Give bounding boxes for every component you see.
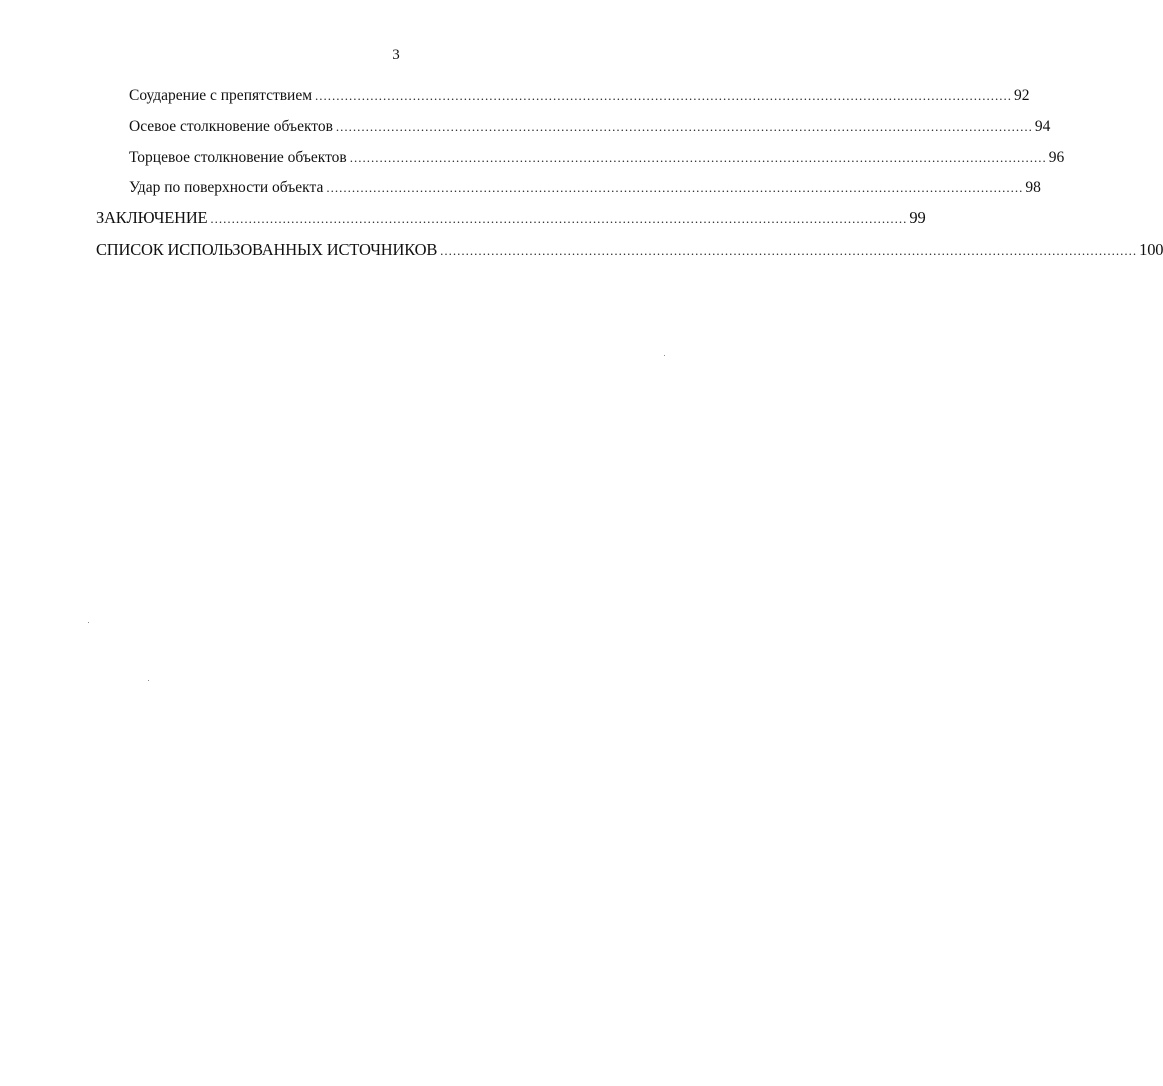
scan-speck [88,622,89,623]
scan-speck [664,355,665,356]
toc-leader-dots: .................................................................................................................................................................... [335,119,1033,134]
scan-speck [148,680,149,681]
toc-entry-page: 98 [1025,179,1041,196]
toc-entry-page: 92 [1014,87,1030,104]
toc-entry [129,115,1051,139]
toc-leader-dots: .................................................................................................................................................................... [210,211,908,226]
toc-entry-title: Осевое столкновение объектов [129,118,333,135]
toc-entry-title: ЗАКЛЮЧЕНИЕ [96,208,208,227]
toc-entry-title: СПИСОК ИСПОЛЬЗОВАННЫХ ИСТОЧНИКОВ [96,240,438,259]
toc-leader-dots: .................................................................................................................................................................... [440,243,1138,258]
toc-leader-dots: .................................................................................................................................................................... [349,150,1047,165]
page-number: 3 [392,47,400,63]
toc-entry-page: 100 [1139,240,1163,259]
toc-entry-title: Соударение с препятствием [129,87,313,104]
toc-entry-title: Торцевое столкновение объектов [129,149,347,166]
toc-entry-title: Удар по поверхности объекта [129,179,324,196]
toc-entry-page: 99 [909,208,926,227]
toc-entry [129,176,1041,200]
toc-leader-dots: .................................................................................................................................................................... [326,180,1024,195]
toc-entry [129,146,1065,170]
toc-leader-dots: .................................................................................................................................................................... [315,88,1013,103]
toc-entry [129,84,1030,108]
toc-entry-page: 94 [1034,118,1051,135]
toc-entry-page: 96 [1048,149,1065,166]
toc-entry [96,206,926,230]
toc-entry [96,238,1163,262]
